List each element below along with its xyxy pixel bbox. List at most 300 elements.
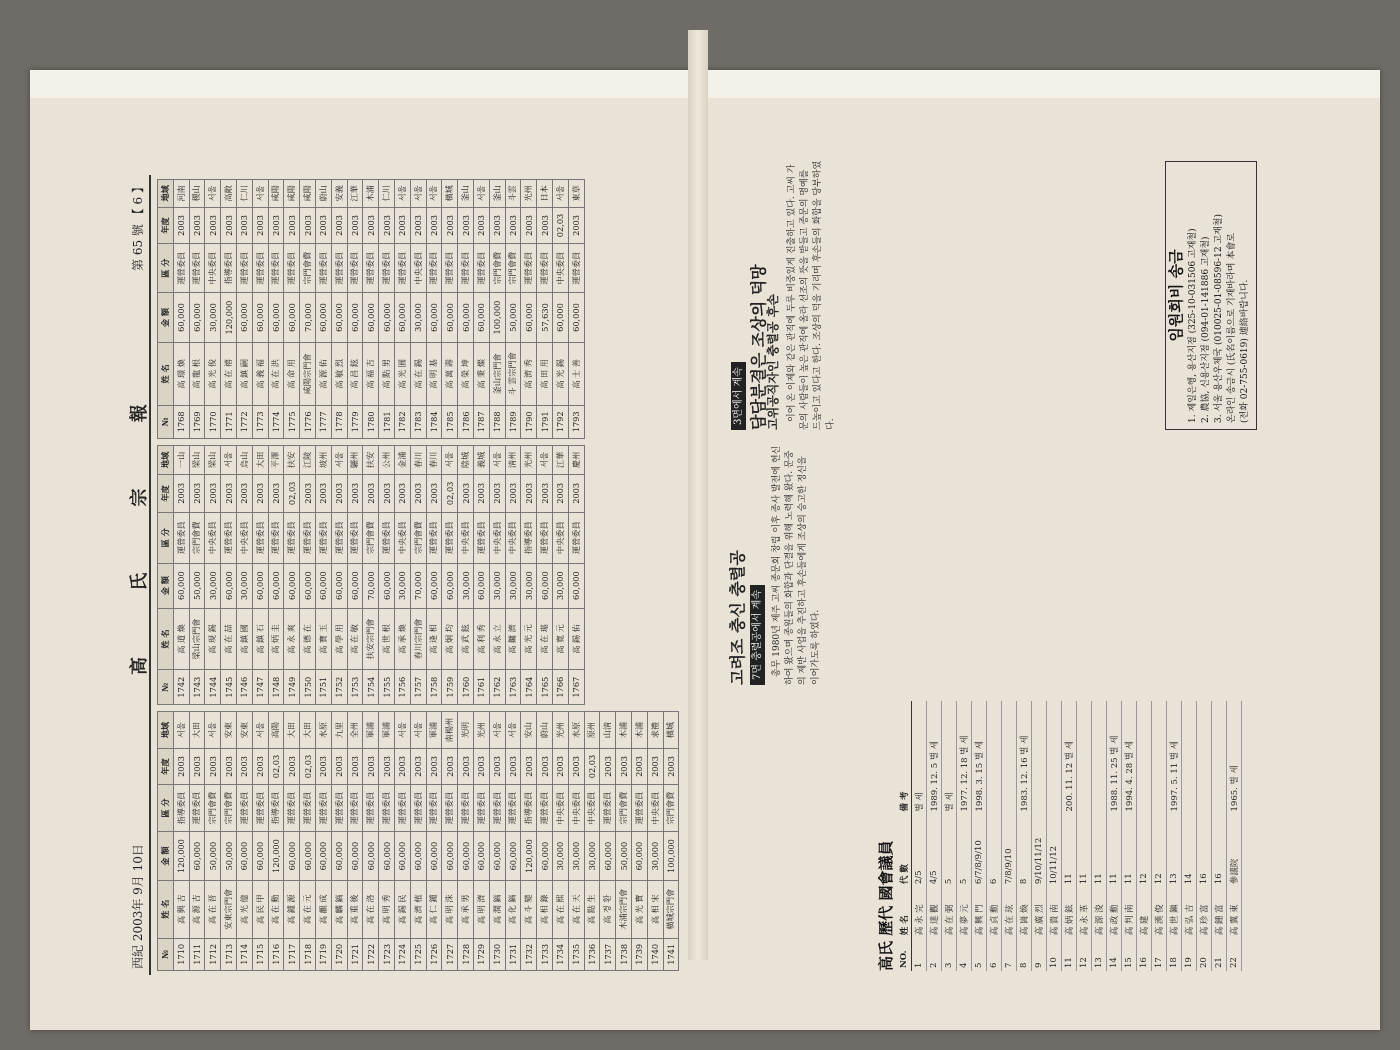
table-cell: 60,000 bbox=[410, 832, 426, 881]
table-cell: 서울 bbox=[442, 446, 458, 475]
column-header: 區 分 bbox=[158, 784, 174, 831]
table-row bbox=[489, 180, 505, 439]
table-cell: 春川 bbox=[410, 446, 426, 475]
member-row bbox=[1002, 701, 1017, 971]
table-cell: 梁山 bbox=[205, 446, 221, 475]
table-cell: 中央委員 bbox=[568, 784, 584, 831]
member-row bbox=[1197, 701, 1212, 971]
table-cell: 2003 bbox=[347, 749, 363, 785]
table-row bbox=[268, 180, 284, 439]
table-cell: 1719 bbox=[315, 938, 331, 970]
table-cell: 高 武 鉉 bbox=[458, 608, 474, 670]
member-cell: 18 bbox=[1167, 938, 1182, 971]
member-row bbox=[1227, 701, 1242, 971]
table-cell: 1784 bbox=[426, 405, 442, 438]
table-row bbox=[521, 712, 537, 971]
table-row bbox=[252, 446, 268, 705]
member-cell: 高 永 完 bbox=[912, 887, 927, 938]
member-cell: 11 bbox=[1062, 814, 1077, 887]
table-cell: 高 敏 烈 bbox=[331, 343, 347, 406]
table-cell: 運營委員 bbox=[631, 784, 647, 831]
table-cell: 60,000 bbox=[331, 563, 347, 608]
table-cell: 大田 bbox=[300, 712, 316, 749]
table-cell: 高 興 吉 bbox=[173, 880, 189, 938]
table-cell: 60,000 bbox=[173, 293, 189, 343]
member-row bbox=[1182, 701, 1197, 971]
table-cell: 高 永 立 bbox=[489, 608, 505, 670]
table-cell: 2003 bbox=[300, 207, 316, 244]
table-cell: 120,000 bbox=[268, 832, 284, 881]
table-cell: 2003 bbox=[252, 207, 268, 244]
left-page bbox=[125, 175, 705, 975]
table-cell: 60,000 bbox=[458, 293, 474, 343]
member-cell: 14 bbox=[1107, 938, 1122, 971]
table-cell: 2003 bbox=[189, 207, 205, 244]
member-cell: 별 세 bbox=[912, 701, 927, 814]
table-cell: 高 璟 煥 bbox=[173, 343, 189, 406]
table-cell: 100,000 bbox=[489, 293, 505, 343]
table-cell: 2003 bbox=[236, 474, 252, 512]
member-cell: 高 珍 富 bbox=[1197, 887, 1212, 938]
table-cell: 宗門會費 bbox=[189, 512, 205, 563]
table-cell: 2003 bbox=[331, 207, 347, 244]
table-cell: 1758 bbox=[426, 670, 442, 705]
table-cell: 斗雲 bbox=[505, 180, 521, 208]
table-row bbox=[173, 180, 189, 439]
table-cell: 1763 bbox=[505, 670, 521, 705]
donor-table-left bbox=[157, 711, 679, 971]
table-cell: 1760 bbox=[458, 670, 474, 705]
member-cell: 11 bbox=[1062, 938, 1077, 971]
table-cell: 60,000 bbox=[284, 563, 300, 608]
table-row bbox=[584, 712, 600, 971]
table-cell: 義城 bbox=[473, 446, 489, 475]
column-header: 金 額 bbox=[158, 832, 174, 881]
member-cell: 2 bbox=[927, 938, 942, 971]
member-row bbox=[942, 701, 957, 971]
table-cell: 서울 bbox=[410, 712, 426, 749]
member-cell: 5 bbox=[942, 814, 957, 887]
table-cell: 서울 bbox=[221, 446, 237, 475]
table-cell: 高 鎮 嗣 bbox=[236, 343, 252, 406]
table-cell: 70,000 bbox=[363, 563, 379, 608]
table-cell: 1792 bbox=[552, 405, 568, 438]
article-2-label: 7면 충렬공에서 계속 bbox=[750, 585, 765, 685]
table-cell: 運營委員 bbox=[442, 244, 458, 293]
table-cell: 橫城 bbox=[663, 712, 679, 749]
table-cell: 2003 bbox=[410, 474, 426, 512]
table-cell: 高 錫 民 bbox=[394, 880, 410, 938]
page-header bbox=[125, 175, 151, 975]
table-cell: 2003 bbox=[426, 749, 442, 785]
member-row bbox=[1137, 701, 1152, 971]
table-row bbox=[631, 712, 647, 971]
table-cell: 春川宗門會 bbox=[410, 608, 426, 670]
issue-number bbox=[129, 181, 146, 271]
table-cell: 光州 bbox=[552, 712, 568, 749]
table-cell: 1777 bbox=[315, 405, 331, 438]
table-cell: 高 田 用 bbox=[537, 343, 553, 406]
table-cell: 2003 bbox=[173, 474, 189, 512]
table-cell: 高 鏞 濟 bbox=[505, 608, 521, 670]
table-cell: 咸陽 bbox=[284, 180, 300, 208]
table-cell: 02,03 bbox=[584, 749, 600, 785]
member-cell: 12 bbox=[1077, 938, 1092, 971]
table-cell: 서울 bbox=[394, 180, 410, 208]
table-cell: 2003 bbox=[552, 474, 568, 512]
table-cell: 光州 bbox=[521, 180, 537, 208]
notice-line: 2. 農協, 신용산지점 (094-01-141886 고재철) bbox=[1201, 236, 1211, 423]
table-cell: 運營委員 bbox=[284, 784, 300, 831]
table-cell: 서울 bbox=[394, 712, 410, 749]
remittance-notice bbox=[1165, 161, 1257, 430]
column-header: 金 額 bbox=[158, 563, 174, 608]
table-cell: 高 在 元 bbox=[300, 880, 316, 938]
table-cell: 軍浦 bbox=[426, 712, 442, 749]
member-cell: 별 세 bbox=[942, 701, 957, 814]
member-cell: 11 bbox=[1077, 814, 1092, 887]
table-cell: 運營委員 bbox=[379, 244, 395, 293]
table-row bbox=[489, 712, 505, 971]
column-header: 區 分 bbox=[158, 512, 174, 563]
table-cell: 60,000 bbox=[221, 563, 237, 608]
table-cell: 烏山 bbox=[236, 446, 252, 475]
table-cell: 1723 bbox=[379, 938, 395, 970]
table-row bbox=[521, 180, 537, 439]
table-cell: 60,000 bbox=[347, 563, 363, 608]
table-cell: 2003 bbox=[568, 474, 584, 512]
table-cell: 60,000 bbox=[537, 563, 553, 608]
table-cell: 60,000 bbox=[236, 832, 252, 881]
table-cell: 運營委員 bbox=[347, 244, 363, 293]
table-cell: 運營委員 bbox=[315, 244, 331, 293]
table-cell: 1788 bbox=[489, 405, 505, 438]
table-row bbox=[189, 180, 205, 439]
member-cell: 1998. 3. 15 별 세 bbox=[972, 701, 987, 814]
table-row bbox=[505, 180, 521, 439]
table-cell: 1727 bbox=[442, 938, 458, 970]
table-cell: 梁山 bbox=[189, 446, 205, 475]
table-cell: 運營委員 bbox=[300, 512, 316, 563]
table-cell: 宗門會費 bbox=[489, 244, 505, 293]
member-cell: 16 bbox=[1137, 938, 1152, 971]
table-cell: 2003 bbox=[505, 474, 521, 512]
table-cell: 運營委員 bbox=[442, 784, 458, 831]
table-cell: 中央委員 bbox=[552, 512, 568, 563]
table-cell: 運營委員 bbox=[268, 244, 284, 293]
table-cell: 陰城 bbox=[458, 446, 474, 475]
table-cell: 1715 bbox=[252, 938, 268, 970]
table-cell: 蔚山 bbox=[537, 712, 553, 749]
table-cell: 1762 bbox=[489, 670, 505, 705]
table-cell: 1739 bbox=[631, 938, 647, 970]
table-cell: 運營委員 bbox=[252, 512, 268, 563]
member-row bbox=[1092, 701, 1107, 971]
table-cell: 2003 bbox=[173, 207, 189, 244]
table-cell: 57,630 bbox=[537, 293, 553, 343]
table-cell: 1786 bbox=[458, 405, 474, 438]
member-cell: 高 政 勳 bbox=[1107, 887, 1122, 938]
table-row bbox=[300, 446, 316, 705]
table-cell: 安山 bbox=[521, 712, 537, 749]
member-cell: 5 bbox=[957, 814, 972, 887]
table-cell: 運營委員 bbox=[284, 512, 300, 563]
table-cell: 2003 bbox=[363, 207, 379, 244]
table-cell: 60,000 bbox=[300, 832, 316, 881]
table-cell: 求禮 bbox=[647, 712, 663, 749]
member-cell: 13 bbox=[1092, 938, 1107, 971]
table-cell: 1729 bbox=[473, 938, 489, 970]
table-row bbox=[568, 180, 584, 439]
table-cell: 2003 bbox=[363, 474, 379, 512]
table-cell: 高 光 圓 bbox=[394, 343, 410, 406]
table-cell: 60,000 bbox=[379, 563, 395, 608]
table-cell: 運營委員 bbox=[300, 784, 316, 831]
column-header: 年度 bbox=[158, 749, 174, 785]
table-cell: 高 學 用 bbox=[331, 608, 347, 670]
donor-table-right bbox=[157, 179, 585, 439]
table-cell: 서울 bbox=[537, 446, 553, 475]
table-row bbox=[458, 712, 474, 971]
column-header: 姓 名 bbox=[158, 608, 174, 670]
table-cell: 1725 bbox=[410, 938, 426, 970]
table-row bbox=[363, 712, 379, 971]
table-cell: 1728 bbox=[458, 938, 474, 970]
member-cell: 1988. 11. 25 별 세 bbox=[1107, 701, 1122, 814]
table-cell: 高 寬 元 bbox=[552, 608, 568, 670]
table-row bbox=[505, 712, 521, 971]
table-cell: 釜山 bbox=[489, 180, 505, 208]
member-cell bbox=[1032, 701, 1047, 814]
table-cell: 02,03 bbox=[300, 749, 316, 785]
table-cell: 60,000 bbox=[331, 832, 347, 881]
table-cell: 60,000 bbox=[268, 293, 284, 343]
table-cell: 1772 bbox=[236, 405, 252, 438]
table-row bbox=[284, 180, 300, 439]
table-cell: 1722 bbox=[363, 938, 379, 970]
table-cell: 高 在 勳 bbox=[268, 880, 284, 938]
table-cell: 高 昌 鉉 bbox=[347, 343, 363, 406]
table-cell: 運營委員 bbox=[600, 784, 616, 831]
member-cell: 7/8/9/10 bbox=[1002, 814, 1017, 887]
table-cell: 運營委員 bbox=[379, 784, 395, 831]
table-cell: 60,000 bbox=[426, 293, 442, 343]
table-cell: 60,000 bbox=[284, 832, 300, 881]
notice-line: 1. 제일은행, 용산지점 (325-10-031506 고재철) bbox=[1188, 228, 1198, 423]
member-cell bbox=[1077, 701, 1092, 814]
table-cell: 運營委員 bbox=[426, 512, 442, 563]
table-row bbox=[568, 446, 584, 705]
table-cell: 高 點 男 bbox=[379, 343, 395, 406]
table-cell: 2003 bbox=[521, 474, 537, 512]
member-cell: 20 bbox=[1197, 938, 1212, 971]
table-cell: 1780 bbox=[363, 405, 379, 438]
member-cell: 19 bbox=[1182, 938, 1197, 971]
table-cell: 高 在 晋 bbox=[205, 880, 221, 938]
table-row bbox=[347, 712, 363, 971]
table-cell: 1742 bbox=[173, 670, 189, 705]
table-cell: 運營委員 bbox=[394, 244, 410, 293]
article-2 bbox=[728, 445, 1291, 685]
table-cell: 120,000 bbox=[221, 293, 237, 343]
member-cell: 7 bbox=[1002, 938, 1017, 971]
table-cell: 120,000 bbox=[173, 832, 189, 881]
member-cell: 3 bbox=[942, 938, 957, 971]
table-cell: 高 斗 變 bbox=[521, 880, 537, 938]
table-cell: 50,000 bbox=[189, 563, 205, 608]
table-cell: 2003 bbox=[473, 749, 489, 785]
table-cell: 1771 bbox=[221, 405, 237, 438]
table-row bbox=[505, 446, 521, 705]
table-cell: 서울 bbox=[552, 180, 568, 208]
members-title: 高氏 歷代 國會議員 bbox=[877, 840, 895, 971]
table-cell: 1791 bbox=[537, 405, 553, 438]
table-cell: 60,000 bbox=[442, 832, 458, 881]
table-row bbox=[537, 180, 553, 439]
table-cell: 運營委員 bbox=[173, 244, 189, 293]
table-cell: 2003 bbox=[173, 749, 189, 785]
table-cell: 1750 bbox=[300, 670, 316, 705]
member-cell: 高 崗 煥 bbox=[1017, 887, 1032, 938]
table-cell: 1793 bbox=[568, 405, 584, 438]
table-cell: 1710 bbox=[173, 938, 189, 970]
table-cell: 咸陽 bbox=[268, 180, 284, 208]
table-cell: 運營委員 bbox=[426, 784, 442, 831]
table-cell: 2003 bbox=[489, 474, 505, 512]
table-cell: 1752 bbox=[331, 670, 347, 705]
table-cell: 安義 bbox=[331, 180, 347, 208]
table-cell: 60,000 bbox=[363, 832, 379, 881]
table-cell: 宗門會費 bbox=[205, 784, 221, 831]
table-cell: 2003 bbox=[442, 749, 458, 785]
member-cell: 高 夢 元 bbox=[957, 887, 972, 938]
table-cell: 1753 bbox=[347, 670, 363, 705]
table-cell: 高 在 錫 bbox=[410, 343, 426, 406]
table-row bbox=[315, 446, 331, 705]
table-cell: 2003 bbox=[647, 749, 663, 785]
member-cell: 22 bbox=[1227, 938, 1242, 971]
table-row bbox=[458, 180, 474, 439]
table-cell: 高 在 璂 bbox=[537, 608, 553, 670]
article-1-label: 3면에서 계속 bbox=[731, 362, 746, 430]
column-header: 年度 bbox=[158, 474, 174, 512]
table-cell: 運營委員 bbox=[521, 244, 537, 293]
column-header: 姓 名 bbox=[897, 887, 912, 938]
table-cell: 扶安 bbox=[363, 446, 379, 475]
table-cell: 高 錫 佑 bbox=[568, 608, 584, 670]
table-cell: 30,000 bbox=[505, 563, 521, 608]
table-cell: 2003 bbox=[458, 474, 474, 512]
column-header: 代 數 bbox=[897, 814, 912, 887]
table-cell: 1779 bbox=[347, 405, 363, 438]
table-cell: 高 鍾 源 bbox=[284, 880, 300, 938]
table-cell: 指導委員 bbox=[521, 512, 537, 563]
table-cell: 서울 bbox=[205, 180, 221, 208]
table-cell: 2003 bbox=[268, 474, 284, 512]
column-header: 年度 bbox=[158, 207, 174, 244]
notice-line: 3. 서울 용산우체국 (010025-01-08596-12 고재철) bbox=[1214, 213, 1224, 423]
table-cell: 坡州 bbox=[315, 446, 331, 475]
table-cell: 1770 bbox=[205, 405, 221, 438]
table-cell: 2003 bbox=[205, 207, 221, 244]
member-row bbox=[1032, 701, 1047, 971]
table-cell: 南楊州 bbox=[442, 712, 458, 749]
member-cell: 1 bbox=[912, 938, 927, 971]
table-cell: 大田 bbox=[189, 712, 205, 749]
table-cell: 光明 bbox=[458, 712, 474, 749]
table-cell: 1730 bbox=[489, 938, 505, 970]
table-cell: 中央委員 bbox=[584, 784, 600, 831]
table-cell: 2003 bbox=[331, 474, 347, 512]
member-cell: 11 bbox=[1092, 814, 1107, 887]
table-cell: 60,000 bbox=[347, 293, 363, 343]
table-cell: 中央委員 bbox=[552, 244, 568, 293]
table-cell: 1734 bbox=[552, 938, 568, 970]
table-cell: 60,000 bbox=[568, 293, 584, 343]
table-cell: 水原 bbox=[315, 712, 331, 749]
member-cell: 1989. 12. 5 별 세 bbox=[927, 701, 942, 814]
table-cell: 高 榮 坤 bbox=[458, 343, 474, 406]
member-cell: 8 bbox=[1017, 814, 1032, 887]
table-cell: 02,03 bbox=[268, 749, 284, 785]
member-cell: 200. 11. 12 별 세 bbox=[1062, 701, 1077, 814]
table-cell: 서울 bbox=[473, 180, 489, 208]
column-header: 姓 名 bbox=[158, 343, 174, 406]
member-cell: 高 鍾 富 bbox=[1212, 887, 1227, 938]
table-cell: 運營委員 bbox=[315, 784, 331, 831]
table-cell: 1778 bbox=[331, 405, 347, 438]
table-cell: 60,000 bbox=[252, 563, 268, 608]
member-cell: 11 bbox=[1122, 814, 1137, 887]
table-cell: 2003 bbox=[252, 474, 268, 512]
table-header-row bbox=[158, 180, 174, 439]
table-cell: 運營委員 bbox=[458, 784, 474, 831]
table-row bbox=[379, 712, 395, 971]
table-cell: 高 在 洪 bbox=[268, 343, 284, 406]
table-cell: 1718 bbox=[300, 938, 316, 970]
table-cell: 高 光 寶 bbox=[631, 880, 647, 938]
member-row bbox=[1122, 701, 1137, 971]
table-cell: 平澤 bbox=[268, 446, 284, 475]
table-cell: 1716 bbox=[268, 938, 284, 970]
table-cell: 宗門會費 bbox=[616, 784, 632, 831]
column-header: 備 考 bbox=[897, 701, 912, 814]
table-cell: 宗門會費 bbox=[221, 784, 237, 831]
table-cell: 高 光 俊 bbox=[205, 343, 221, 406]
table-row bbox=[426, 712, 442, 971]
table-cell: 1757 bbox=[410, 670, 426, 705]
table-row bbox=[331, 446, 347, 705]
table-cell: 中央委員 bbox=[205, 512, 221, 563]
table-cell: 高 逢 相 bbox=[426, 608, 442, 670]
table-cell: 50,000 bbox=[616, 832, 632, 881]
table-cell: 60,000 bbox=[394, 293, 410, 343]
table-cell: 2003 bbox=[363, 749, 379, 785]
table-row bbox=[252, 712, 268, 971]
table-cell: 高 在 熙 bbox=[552, 880, 568, 938]
table-row bbox=[410, 446, 426, 705]
table-cell: 高 在 敏 bbox=[347, 608, 363, 670]
table-row bbox=[252, 180, 268, 439]
table-row bbox=[489, 446, 505, 705]
table-cell: 2003 bbox=[521, 749, 537, 785]
table-cell: 2003 bbox=[347, 207, 363, 244]
table-row bbox=[473, 446, 489, 705]
table-cell: 1755 bbox=[379, 670, 395, 705]
table-cell: 60,000 bbox=[473, 563, 489, 608]
table-cell: 1726 bbox=[426, 938, 442, 970]
table-cell: 2003 bbox=[537, 207, 553, 244]
